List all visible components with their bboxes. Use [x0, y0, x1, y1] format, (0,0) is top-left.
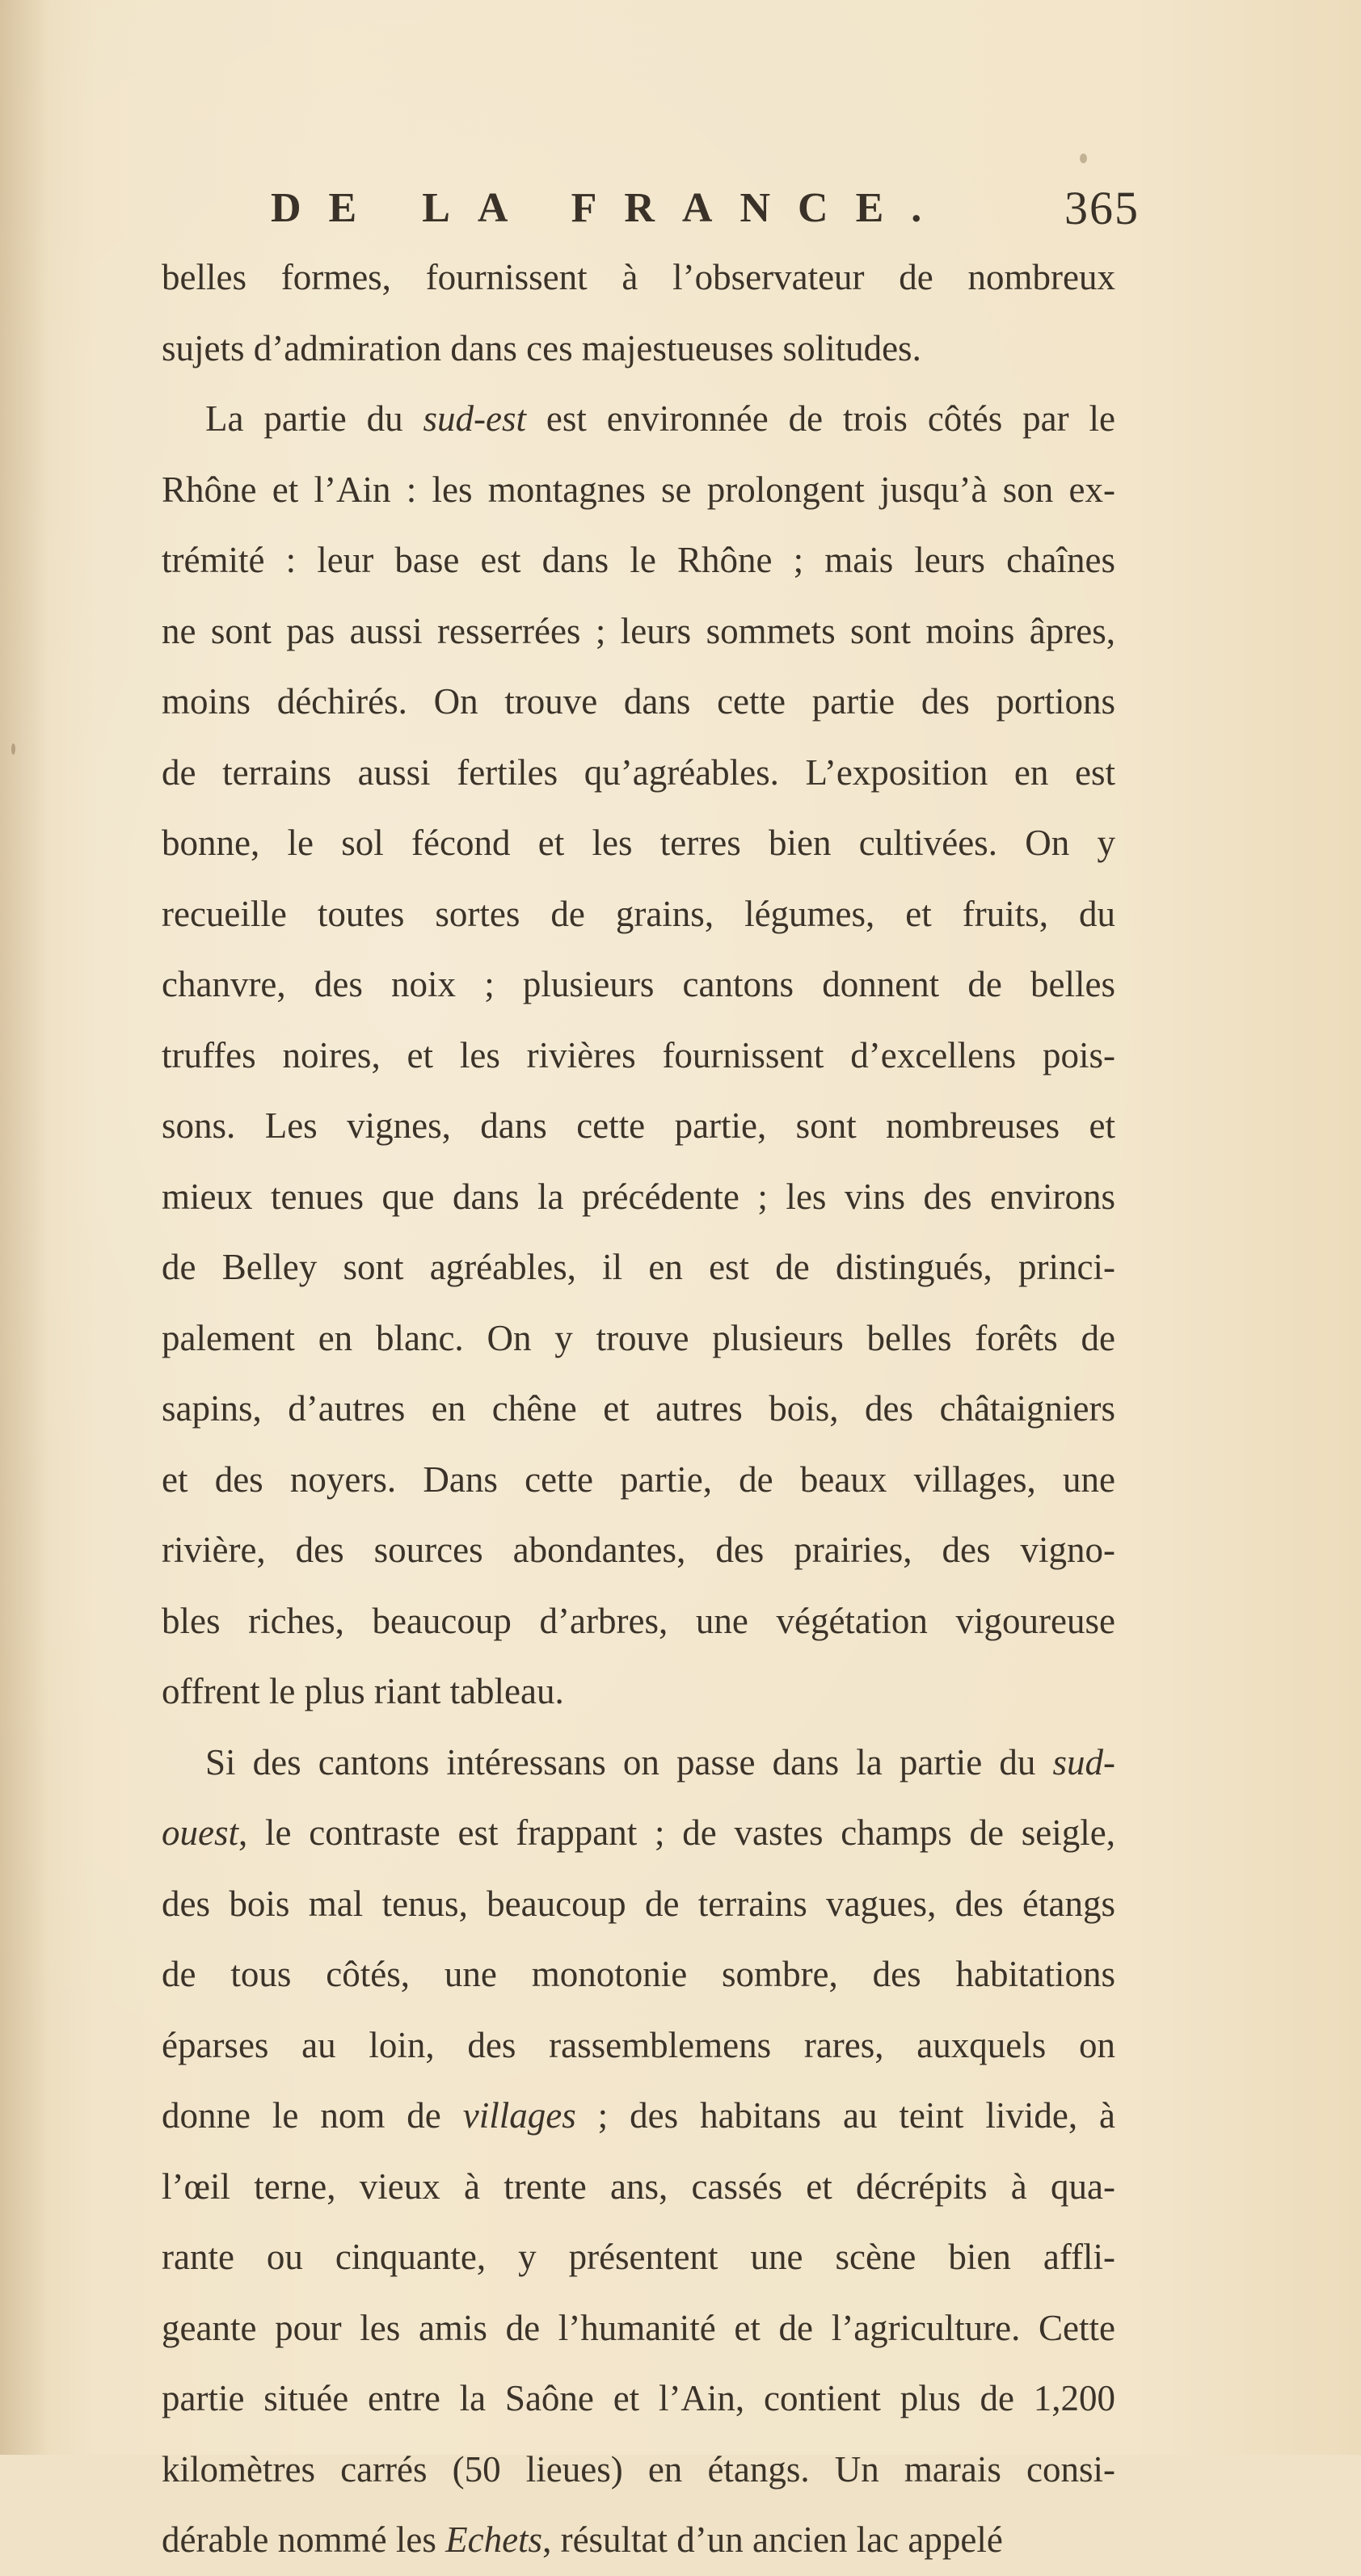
- text-line-content: , résultat d’un ancien lac appelé: [542, 2519, 1003, 2560]
- text-line-content: sons. Les vignes, dans cette partie, sont nombreuses et: [162, 1105, 1115, 1146]
- text-line-content: trémité : leur base est dans le Rhône ; mais leurs chaînes: [162, 540, 1115, 580]
- text-line-content: Rhône et l’Ain : les montagnes se prolongent jusqu’à son ex-: [162, 469, 1115, 510]
- text-line: [162, 808, 1115, 879]
- text-line-content: belles formes, fournissent à l’observateur de nombreux: [162, 257, 1115, 297]
- text-line-content: mieux tenues que dans la précédente ; les vins des environs: [162, 1176, 1115, 1217]
- text-line: [162, 2505, 1115, 2576]
- text-line: [162, 1374, 1115, 1445]
- text-line-content: truffes noires, et les rivières fournissent d’excellens pois-: [162, 1034, 1115, 1075]
- text-line-content: recueille toutes sortes de grains, légumes, et fruits, du: [162, 893, 1115, 934]
- text-line-content: moins déchirés. On trouve dans cette partie des portions: [162, 681, 1115, 722]
- italic-term: villages: [462, 2095, 576, 2136]
- text-line: [162, 2435, 1115, 2506]
- text-line: [162, 738, 1115, 809]
- text-line: [162, 1445, 1115, 1516]
- text-line: [162, 2363, 1115, 2435]
- italic-term: ouest: [162, 1812, 238, 1853]
- text-line-content: bonne, le sol fécond et les terres bien cultivées. On y: [162, 823, 1115, 863]
- text-line-content: de Belley sont agréables, il en est de distingués, princi-: [162, 1247, 1115, 1287]
- text-line: [162, 879, 1115, 950]
- text-line-content: l’œil terne, vieux à trente ans, cassés et décrépits à qua-: [162, 2166, 1115, 2207]
- italic-term: sud-: [1052, 1741, 1115, 1783]
- text-line: [162, 1303, 1115, 1374]
- text-line: [162, 1021, 1115, 1092]
- paper-spot: [11, 743, 15, 755]
- text-line-content: rivière, des sources abondantes, des prairies, des vigno-: [162, 1530, 1115, 1570]
- page-gutter-shadow: [0, 0, 48, 2455]
- text-line: [162, 2081, 1115, 2152]
- body-text: [162, 242, 1115, 2576]
- text-line: [162, 1091, 1115, 1162]
- text-line-content: bles riches, beaucoup d’arbres, une végétation vigoureuse: [162, 1600, 1115, 1641]
- text-line-content: Si des cantons intéressans on passe dans la partie du: [205, 1741, 1053, 1783]
- text-line-content: offrent le plus riant tableau.: [162, 1671, 564, 1711]
- text-line: [162, 1869, 1115, 1940]
- text-line: [162, 2010, 1115, 2081]
- text-line: [162, 1939, 1115, 2010]
- page-number: 365: [1064, 182, 1140, 234]
- text-line: [162, 1162, 1115, 1233]
- text-line: [162, 667, 1115, 738]
- text-line-content: ne sont pas aussi resserrées ; leurs sommets sont moins âpres,: [162, 610, 1115, 651]
- text-line: [162, 1515, 1115, 1586]
- text-line: [162, 1586, 1115, 1657]
- page-header: [271, 184, 1140, 249]
- text-line-content: de terrains aussi fertiles qu’agréables. L’exposition en est: [162, 751, 1115, 793]
- text-line: [162, 1656, 1115, 1728]
- text-line: [162, 596, 1115, 667]
- text-line-content: donne le nom de: [162, 2095, 463, 2136]
- text-line: [162, 1728, 1115, 1799]
- text-line-content: partie située entre la Saône et l’Ain, contient plus de 1,200: [162, 2378, 1115, 2418]
- text-line: [162, 384, 1115, 455]
- text-line-content: kilomètres carrés (50 lieues) en étangs. Un marais consi-: [162, 2448, 1115, 2490]
- text-line-content: est environnée de trois côtés par le: [526, 398, 1115, 439]
- text-line-content: chanvre, des noix ; plusieurs cantons donnent de belles: [162, 964, 1115, 1004]
- text-line-content: de tous côtés, une monotonie sombre, des habitations: [162, 1954, 1115, 1994]
- text-line: [162, 2293, 1115, 2364]
- italic-term: Echets: [445, 2519, 543, 2560]
- text-line-content: rante ou cinquante, y présentent une scène bien affli-: [162, 2237, 1115, 2277]
- text-line-content: geante pour les amis de l’humanité et de l’agriculture. Cette: [162, 2307, 1115, 2348]
- text-line: [162, 1798, 1115, 1869]
- running-head: DE LA FRANCE.: [271, 185, 950, 231]
- text-line: [162, 525, 1115, 596]
- text-line-content: éparses au loin, des rassemblemens rares, auxquels on: [162, 2024, 1115, 2065]
- text-line: [162, 949, 1115, 1021]
- text-line: [162, 242, 1115, 314]
- paper-spot: [1080, 154, 1087, 163]
- text-line-content: , le contraste est frappant ; de vastes champs de seigle,: [238, 1812, 1115, 1853]
- text-line-content: sapins, d’autres en chêne et autres bois, des châtaigniers: [162, 1388, 1115, 1429]
- text-line: [162, 2152, 1115, 2223]
- text-line-content: et des noyers. Dans cette partie, de beaux villages, une: [162, 1458, 1115, 1500]
- text-line-content: sujets d’admiration dans ces majestueuses solitudes.: [162, 327, 921, 368]
- text-line-content: ; des habitans au teint livide, à: [575, 2095, 1115, 2136]
- text-line-content: palement en blanc. On y trouve plusieurs belles forêts de: [162, 1317, 1115, 1358]
- text-line: [162, 2222, 1115, 2293]
- text-line-content: La partie du: [205, 398, 423, 439]
- italic-term: sud-est: [423, 398, 527, 439]
- text-line-content: des bois mal tenus, beaucoup de terrains vagues, des étangs: [162, 1883, 1115, 1924]
- text-line: [162, 455, 1115, 526]
- text-line-content: dérable nommé les: [162, 2519, 446, 2560]
- text-line: [162, 314, 1115, 385]
- text-line: [162, 1232, 1115, 1303]
